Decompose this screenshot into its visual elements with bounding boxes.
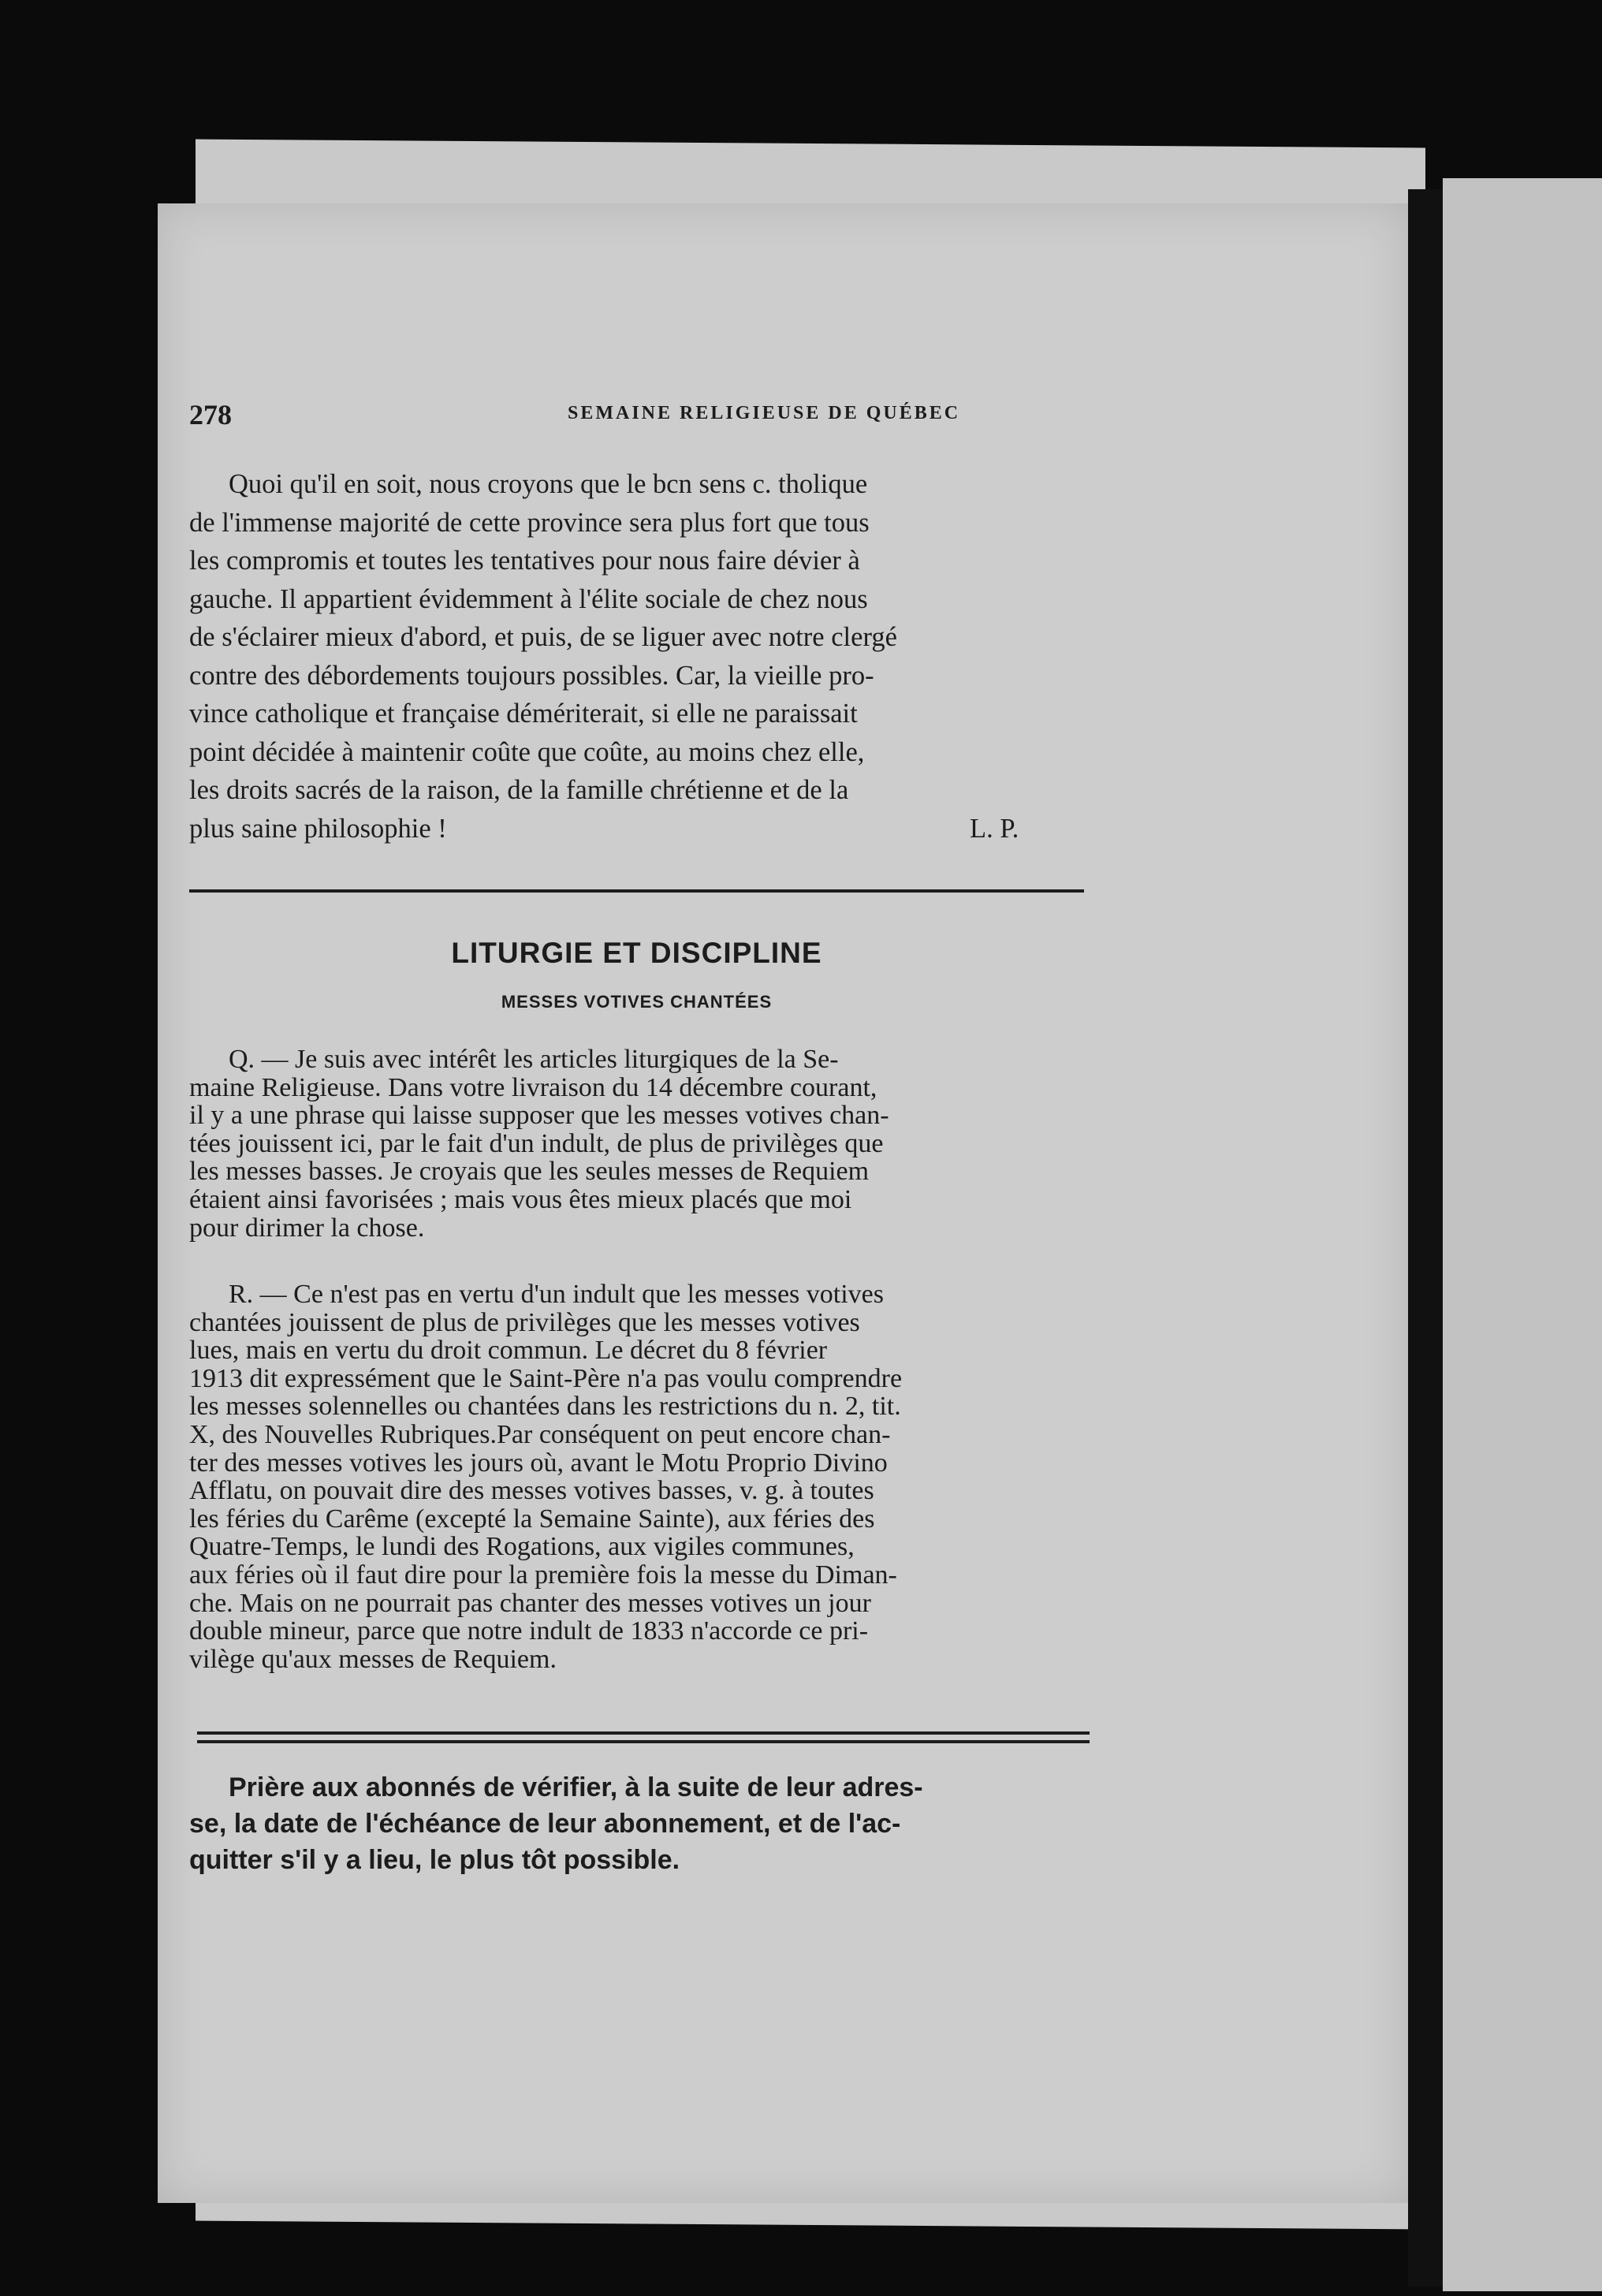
answer-line: les messes solennelles ou chantées dans les restrictions du n. 2, tit.: [189, 1392, 901, 1422]
book-gutter: [1408, 189, 1443, 2287]
question-line: les messes basses. Je croyais que les seules messes de Requiem: [189, 1157, 870, 1187]
paragraph-line: les droits sacrés de la raison, de la famille chrétienne et de la: [189, 775, 849, 805]
question-line: il y a une phrase qui laisse supposer que les messes votives chan-: [189, 1101, 889, 1131]
answer-line: Afflatu, on pouvait dire des messes votives basses, v. g. à toutes: [189, 1476, 874, 1506]
answer-block: [189, 1280, 1263, 1673]
answer-line: double mineur, parce que notre indult de 1833 n'accorde ce pri-: [189, 1616, 869, 1646]
paragraph-line: gauche. Il appartient évidemment à l'élite sociale de chez nous: [189, 583, 868, 614]
paragraph-line: les compromis et toutes les tentatives pour nous faire dévier à: [189, 546, 860, 576]
subscriber-notice: [189, 1769, 1254, 1878]
answer-line: aux féries où il faut dire pour la première fois la messe du Diman-: [189, 1560, 897, 1590]
paragraph-last-line: [189, 810, 1254, 848]
signature: L. P.: [970, 813, 1019, 844]
question-block: [189, 1046, 1263, 1242]
answer-line: vilège qu'aux messes de Requiem.: [189, 1644, 557, 1674]
paragraph-line: contre des débordements toujours possibles. Car, la vieille pro-: [189, 660, 874, 691]
facing-page-edge: [1443, 178, 1602, 2291]
question-line: maine Religieuse. Dans votre livraison du 14 décembre courant,: [189, 1072, 877, 1102]
divider-line: [197, 1740, 1090, 1743]
question-line: tées jouissent ici, par le fait d'un indult, de plus de privilèges que: [189, 1128, 884, 1158]
answer-line: che. Mais on ne pourrait pas chanter des messes votives un jour: [189, 1588, 871, 1618]
answer-line: 1913 dit expressément que le Saint-Père n'a pas voulu comprendre: [189, 1363, 903, 1393]
answer-line: ter des messes votives les jours où, avant le Motu Proprio Divino: [189, 1448, 888, 1478]
section-subtitle: MESSES VOTIVES CHANTÉES: [501, 992, 773, 1012]
answer-line: chantées jouissent de plus de privilèges que les messes votives: [189, 1307, 860, 1337]
opening-paragraph: [189, 465, 1254, 848]
question-line: Q. — Je suis avec intérêt les articles liturgiques de la Se-: [229, 1045, 839, 1074]
paragraph-line: de s'éclairer mieux d'abord, et puis, de se liguer avec notre clergé: [189, 622, 897, 652]
paragraph-line: de l'immense majorité de cette province sera plus fort que tous: [189, 507, 870, 538]
question-line: étaient ainsi favorisées ; mais vous êtes mieux placés que moi: [189, 1184, 852, 1214]
section-title: LITURGIE ET DISCIPLINE: [451, 937, 822, 969]
page-number: 278: [189, 399, 232, 430]
answer-line: X, des Nouvelles Rubriques.Par conséquent on peut encore chan-: [189, 1419, 891, 1449]
section-divider: [189, 889, 1084, 893]
answer-line: lues, mais en vertu du droit commun. Le décret du 8 février: [189, 1336, 828, 1366]
running-title: SEMAINE RELIGIEUSE DE QUÉBEC: [568, 403, 961, 423]
paragraph-line: point décidée à maintenir coûte que coûte, au moins chez elle,: [189, 736, 865, 767]
notice-line: Prière aux abonnés de vérifier, à la suite de leur adres-: [229, 1772, 923, 1802]
double-divider: [197, 1731, 1090, 1749]
answer-line: R. — Ce n'est pas en vertu d'un indult que les messes votives: [229, 1280, 884, 1309]
running-head: [189, 398, 1167, 430]
paragraph-line: vince catholique et française démériterait, si elle ne paraissait: [189, 699, 858, 729]
question-line: pour dirimer la chose.: [189, 1213, 425, 1243]
notice-line: quitter s'il y a lieu, le plus tôt possible.: [189, 1845, 680, 1875]
paragraph-line: plus saine philosophie !: [189, 813, 447, 844]
notice-line: se, la date de l'échéance de leur abonnement, et de l'ac-: [189, 1809, 901, 1839]
answer-line: Quatre-Temps, le lundi des Rogations, aux vigiles communes,: [189, 1532, 855, 1562]
paragraph-line: Quoi qu'il en soit, nous croyons que le bcn sens c. tholique: [229, 469, 868, 499]
divider-line: [197, 1731, 1090, 1735]
answer-line: les féries du Carême (excepté la Semaine Sainte), aux féries des: [189, 1504, 875, 1534]
